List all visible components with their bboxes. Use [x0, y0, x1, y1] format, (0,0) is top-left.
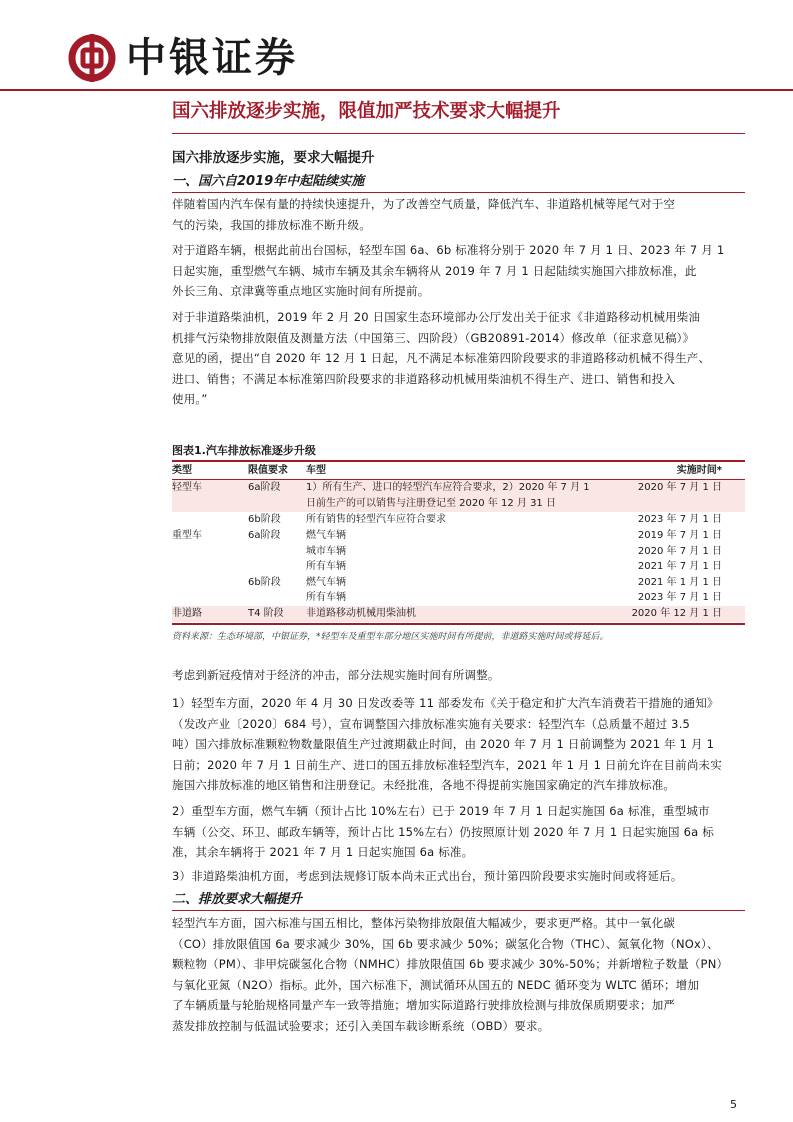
- boc-logo-icon: [68, 34, 116, 82]
- header-rule: [0, 89, 793, 91]
- table-bottom-rule: [172, 623, 745, 625]
- title-rule: [172, 133, 745, 134]
- subsection-heading-1: 一、国六自2019年中起陆续实施: [172, 174, 365, 189]
- table-top-rule: [172, 460, 745, 462]
- subsection-rule-1: [172, 192, 745, 193]
- company-logo: [68, 33, 298, 83]
- subsection-rule-2: [172, 910, 745, 911]
- paragraph-1: 伴随着国内汽车保有量的持续快速提升，为了改善空气质量，降低汽车、非道路机械等尾气对于空 气的污染，我国的排放标准不断升级。: [172, 197, 676, 232]
- paragraph-5: 1）轻型车方面，2020 年 4 月 30 日发改委等 11 部委发布《关于稳定和扩大汽车消费若干措施的通知》 （发改产业〔2020〕684 号），宣布调整国六排放标准实施有关要求：轻型汽车（总质量不超过 3.5 吨）国六排放标准颗粒物数量限值生产过渡期截止时间，由 2020 年 7 月 1 日前调整为 2021 年 1 月 1 日前；2020 年 7 月 1 日前生产、进口的国五排放标准轻型汽车，2021 年 1 月 1 日前允许在目前尚未实 施国六排放标准的地区销售和注册登记。未经批准，各地不得提前实施国家确定的汽车排放标准。: [172, 696, 722, 792]
- table-header-limit: 限值要求: [248, 465, 288, 476]
- subsection-heading-2: 二、排放要求大幅提升: [172, 892, 303, 907]
- paragraph-3: 对于非道路柴油机，2019 年 2 月 20 日国家生态环境部办公厅发出关于征求《非道路移动机械用柴油 机排气污染物排放限值及测量方法（中国第三、四阶段）（GB20891-2014）修改单（征求意见稿）》 意见的函，提出“自 2020 年 12 月 1 日起，凡不满足本标准第四阶段要求的非道路移动机械不得生产、 进口、销售；不满足本标准第四阶段要求的非道路移动机械用柴油机不得生产、进口、销售和投入 使用。”: [172, 310, 711, 406]
- paragraph-4: 考虑到新冠疫情对于经济的冲击，部分法规实施时间有所调整。: [172, 668, 500, 682]
- table-header-type: 类型: [172, 465, 192, 476]
- paragraph-2: 对于道路车辆，根据此前出台国标，轻型车国 6a、6b 标准将分别于 2020 年 7 月 1 日、2023 年 7 月 1 日起实施，重型燃气车辆、城市车辆及其余车辆将从 2019 年 7 月 1 日起陆续实施国六排放标准，此 外长三角、京津冀等重点地区实施时间有所提前。: [172, 243, 725, 298]
- table-source-note: 资料来源：生态环境部，中银证券，*轻型车及重型车部分地区实施时间有所提前，非道路实施时间或将延后。: [172, 632, 609, 642]
- table-header-vehicle: 车型: [306, 465, 326, 476]
- page-title: 国六排放逐步实施，限值加严技术要求大幅提升: [172, 101, 561, 122]
- paragraph-6: 2）重型车方面，燃气车辆（预计占比 10%左右）已于 2019 年 7 月 1 日起实施国 6a 标准，重型城市 车辆（公交、环卫、邮政车辆等，预计占比 15%左右）仍按照原计划 2020 年 7 月 1 日起实施国 6a 标 准，其余车辆将于 2021 年 7 月 1 日起实施国 6a 标准。: [172, 804, 714, 859]
- section-title: 国六排放逐步实施，要求大幅提升: [172, 150, 375, 166]
- table-header-date: 实施时间*: [676, 465, 722, 476]
- paragraph-8: 轻型汽车方面，国六标准与国五相比，整体污染物排放限值大幅减少，要求更严格。其中一氧化碳 （CO）排放限值国 6a 要求减少 30%，国 6b 要求减少 50%；碳氢化合物（THC）、氮氧化物（NOx）、 颗粒物（PM）、非甲烷碳氢化合物（NMHC）排放限值国 6b 要求减少 30%-50%；并新增粒子数量（PN） 与氧化亚氮（N2O）指标。此外，国六标准下，测试循环从国五的 NEDC 循环变为 WLTC 循环；增加 了车辆质量与轮胎规格同量产车一致等措施；增加实际道路行驶排放检测与排放保质期要求；加严 蒸发排放控制与低温试验要求；还引入美国车载诊断系统（OBD）要求。: [172, 916, 729, 1033]
- paragraph-7: 3）非道路柴油机方面，考虑到法规修订版本尚未正式出台，预计第四阶段要求实施时间或将延后。: [172, 869, 683, 883]
- logo-text: 中银证券: [126, 34, 298, 81]
- table-caption: 图表1.汽车排放标准逐步升级: [172, 444, 316, 457]
- page-number: 5: [730, 1098, 737, 1111]
